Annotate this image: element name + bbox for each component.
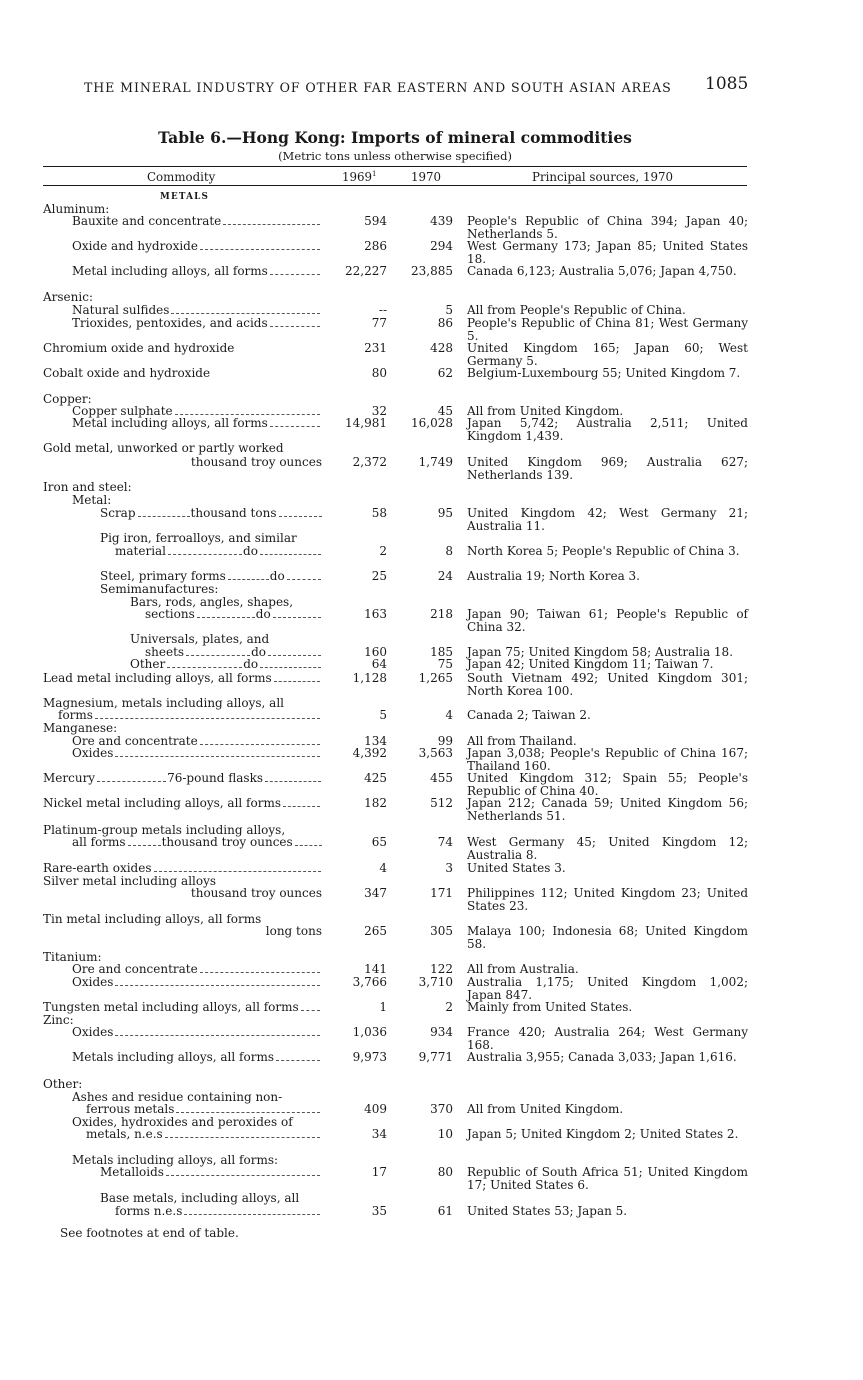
value-1969: 141 <box>364 962 387 976</box>
value-1970: 305 <box>430 924 453 938</box>
commodity-name: Trioxides, pentoxides, and acids <box>72 316 268 330</box>
commodity-label <box>72 215 320 228</box>
value-1970: 10 <box>437 1127 453 1141</box>
unit-label: do <box>251 645 266 659</box>
principal-sources: Australia 19; North Korea 3. <box>467 569 640 583</box>
leader-dots <box>184 1214 320 1215</box>
value-1969: 80 <box>371 366 387 380</box>
commodity-label <box>145 608 321 621</box>
value-1970: 74 <box>437 835 453 849</box>
principal-sources: All from Thailand. <box>467 734 577 748</box>
value-1970: 428 <box>430 341 453 355</box>
leader-dots <box>200 249 320 250</box>
value-1970: 61 <box>437 1204 453 1218</box>
commodity-name: Titanium: <box>43 950 102 964</box>
value-1970: 2 <box>445 1000 453 1014</box>
commodity-label <box>191 887 322 900</box>
commodity-name: Zinc: <box>43 1013 74 1027</box>
commodity-name: forms n.e.s <box>115 1204 183 1218</box>
principal-sources: Belgium-Luxembourg 55; United Kingdom 7. <box>467 366 741 380</box>
commodity-name: Steel, primary forms <box>100 569 226 583</box>
value-1969: 5 <box>379 708 387 722</box>
leader-dots <box>167 667 242 668</box>
commodity-label <box>43 481 132 494</box>
commodity-name: metals, n.e.s <box>86 1127 163 1141</box>
value-1970: 4 <box>445 708 453 722</box>
value-1969: 3,766 <box>352 975 387 989</box>
principal-sources: United Kingdom 165; Japan 60; West Germany 5. <box>467 341 748 368</box>
principal-sources: West Germany 173; Japan 85; United States 18. <box>467 239 748 266</box>
leader-dots <box>95 718 320 719</box>
unit-label: thousand tons <box>190 506 277 520</box>
principal-sources: People's Republic of China 394; Japan 40; Netherlands 5. <box>467 214 748 241</box>
commodity-name: Mercury <box>43 771 96 785</box>
leader-dots <box>200 744 320 745</box>
principal-sources: Canada 2; Taiwan 2. <box>467 708 591 722</box>
value-1969: 1 <box>379 1000 387 1014</box>
commodity-name: Universals, plates, and <box>130 632 270 646</box>
commodity-label <box>191 456 322 469</box>
value-1969: 22,227 <box>345 264 387 278</box>
commodity-name: Bauxite and concentrate <box>72 214 222 228</box>
leader-dots <box>128 845 161 846</box>
commodity-name: all forms <box>72 835 126 849</box>
leader-dots <box>301 1010 320 1011</box>
commodity-label <box>72 494 111 507</box>
leader-dots <box>276 1060 320 1061</box>
commodity-name: sections <box>145 607 195 621</box>
commodity-label <box>72 747 320 760</box>
value-1970: 8 <box>445 544 453 558</box>
principal-sources: All from United Kingdom. <box>467 404 624 418</box>
commodity-name: Metal including alloys, all forms <box>72 416 268 430</box>
commodity-name: sheets <box>145 645 185 659</box>
commodity-name: Manganese: <box>43 721 118 735</box>
commodity-label <box>72 304 320 317</box>
principal-sources: United States 3. <box>467 861 566 875</box>
commodity-name: Ore and concentrate <box>72 962 198 976</box>
commodity-label <box>130 633 269 646</box>
value-1970: 294 <box>430 239 453 253</box>
commodity-name: Metals including alloys, all forms: <box>72 1153 279 1167</box>
commodity-label <box>145 646 321 659</box>
value-1969: 1,036 <box>352 1025 387 1039</box>
value-1970: 9,771 <box>418 1050 453 1064</box>
commodity-name: Oxide and hydroxide <box>72 239 198 253</box>
principal-sources: People's Republic of China 81; West Germany 5. <box>467 316 748 343</box>
principal-sources: Mainly from United States. <box>467 1000 633 1014</box>
value-1970: 512 <box>430 796 453 810</box>
value-1970: 1,265 <box>418 671 453 685</box>
value-1970: 171 <box>430 886 453 900</box>
section-heading: METALS <box>160 192 210 202</box>
commodity-name: Pig iron, ferroalloys, and similar <box>100 531 297 545</box>
commodity-label <box>72 976 320 989</box>
value-1969: 58 <box>371 506 387 520</box>
principal-sources: Australia 1,175; United Kingdom 1,002; Japan 847. <box>467 975 748 1002</box>
value-1970: 86 <box>437 316 453 330</box>
value-1970: 16,028 <box>411 416 453 430</box>
commodity-label <box>43 772 321 785</box>
commodity-label <box>58 709 320 722</box>
commodity-label <box>43 367 210 380</box>
commodity-name: thousand troy ounces <box>190 455 322 469</box>
leader-dots <box>270 326 320 327</box>
principal-sources: North Korea 5; People's Republic of China 3. <box>467 544 740 558</box>
value-1970: 3,710 <box>418 975 453 989</box>
principal-sources: Philippines 112; United Kingdom 23; United States 23. <box>467 886 748 913</box>
value-1970: 370 <box>430 1102 453 1116</box>
column-header-1970: 1970 <box>411 170 442 184</box>
leader-dots <box>274 681 320 682</box>
value-1970: 5 <box>445 303 453 317</box>
commodity-name: Chromium oxide and hydroxide <box>43 341 235 355</box>
principal-sources: All from Australia. <box>467 962 579 976</box>
value-1969: 425 <box>364 771 387 785</box>
commodity-label <box>43 342 234 355</box>
commodity-name: Rare-earth oxides <box>43 861 152 875</box>
commodity-name: Natural sulfides <box>72 303 170 317</box>
principal-sources: Japan 75; United Kingdom 58; Australia 18. <box>467 645 734 659</box>
leader-dots <box>265 781 321 782</box>
commodity-name: Ashes and residue containing non- <box>72 1090 283 1104</box>
commodity-name: Oxides, hydroxides and peroxides of <box>72 1115 293 1129</box>
leader-dots <box>166 1175 320 1176</box>
commodity-label <box>100 1166 320 1179</box>
leader-dots <box>115 1035 320 1036</box>
value-1969: 163 <box>364 607 387 621</box>
leader-dots <box>295 845 322 846</box>
unit-label: 76-pound flasks <box>167 771 264 785</box>
leader-dots <box>200 972 320 973</box>
commodity-label <box>72 1051 320 1064</box>
principal-sources: All from United Kingdom. <box>467 1102 624 1116</box>
commodity-label <box>86 1103 320 1116</box>
commodity-label <box>72 317 320 330</box>
principal-sources: West Germany 45; United Kingdom 12; Australia 8. <box>467 835 748 862</box>
leader-dots <box>154 871 321 872</box>
value-1969: 34 <box>371 1127 387 1141</box>
value-1969: 17 <box>371 1165 387 1179</box>
value-1969: 14,981 <box>345 416 387 430</box>
value-1970: 185 <box>430 645 453 659</box>
value-1969: 182 <box>364 796 387 810</box>
commodity-name: Base metals, including alloys, all <box>100 1191 300 1205</box>
principal-sources: Republic of South Africa 51; United Kingdom 17; United States 6. <box>467 1165 748 1192</box>
commodity-name: Lead metal including alloys, all forms <box>43 671 272 685</box>
commodity-label <box>115 545 321 558</box>
commodity-name: Metal: <box>72 493 112 507</box>
leader-dots <box>115 985 320 986</box>
value-1969: 2 <box>379 544 387 558</box>
commodity-name: Silver metal including alloys <box>43 874 217 888</box>
principal-sources: Canada 6,123; Australia 5,076; Japan 4,750. <box>467 264 737 278</box>
leader-dots <box>97 781 166 782</box>
commodity-name: Oxides <box>72 746 114 760</box>
commodity-label <box>100 583 218 596</box>
table-title: Table 6.—Hong Kong: Imports of mineral commodities <box>158 128 632 147</box>
principal-sources: France 420; Australia 264; West Germany 168. <box>467 1025 748 1052</box>
commodity-label <box>100 532 297 545</box>
commodity-label <box>115 1205 320 1218</box>
column-header-commodity: Commodity <box>147 170 216 184</box>
leader-dots <box>138 516 190 517</box>
commodity-label <box>43 1078 82 1091</box>
commodity-name: thousand troy ounces <box>190 886 322 900</box>
commodity-label <box>43 1014 74 1027</box>
value-1970: 24 <box>437 569 453 583</box>
value-1969: 2,372 <box>352 455 387 469</box>
commodity-label <box>86 1128 320 1141</box>
value-1969: 347 <box>364 886 387 900</box>
principal-sources: Japan 42; United Kingdom 11; Taiwan 7. <box>467 657 714 671</box>
value-1970: 439 <box>430 214 453 228</box>
unit-label: do <box>243 657 259 671</box>
commodity-name: Copper sulphate <box>72 404 173 418</box>
value-1970: 99 <box>437 734 453 748</box>
commodity-name: Tin metal including alloys, all forms <box>43 912 262 926</box>
value-1970: 95 <box>437 506 453 520</box>
commodity-name: ferrous metals <box>86 1102 175 1116</box>
leader-dots <box>115 756 320 757</box>
commodity-label <box>43 1001 320 1014</box>
commodity-label <box>43 672 320 685</box>
commodity-name: Copper: <box>43 392 92 406</box>
value-1969: 77 <box>371 316 387 330</box>
unit-label: do <box>269 569 285 583</box>
value-1970: 455 <box>430 771 453 785</box>
commodity-name: Metal including alloys, all forms <box>72 264 268 278</box>
value-1969: 25 <box>371 569 387 583</box>
principal-sources: All from People's Republic of China. <box>467 303 686 317</box>
leader-dots <box>228 579 269 580</box>
commodity-name: Oxides <box>72 1025 114 1039</box>
commodity-name: Semimanufactures: <box>100 582 219 596</box>
value-1969: 35 <box>371 1204 387 1218</box>
commodity-label <box>130 658 321 671</box>
value-1969: 134 <box>364 734 387 748</box>
unit-label: do <box>243 544 258 558</box>
commodity-name: Tungsten metal including alloys, all forms <box>43 1000 299 1014</box>
commodity-label <box>72 963 320 976</box>
leader-dots <box>175 414 320 415</box>
value-1969: 4,392 <box>352 746 387 760</box>
commodity-name: Bars, rods, angles, shapes, <box>130 595 294 609</box>
value-1970: 3,563 <box>418 746 453 760</box>
commodity-name: material <box>115 544 167 558</box>
footnote-marker: 1 <box>372 170 377 179</box>
commodity-label <box>72 265 320 278</box>
principal-sources: Japan 3,038; People's Republic of China 167; Thailand 160. <box>467 746 748 773</box>
leader-dots <box>260 554 321 555</box>
principal-sources: South Vietnam 492; United Kingdom 301; North Korea 100. <box>467 671 748 698</box>
commodity-name: Other: <box>43 1077 83 1091</box>
running-head-text: THE MINERAL INDUSTRY OF OTHER FAR EASTERN AND SOUTH ASIAN AREAS <box>84 80 672 95</box>
commodity-name: Scrap <box>100 506 136 520</box>
commodity-label <box>72 836 322 849</box>
principal-sources: United Kingdom 42; West Germany 21; Australia 11. <box>467 506 748 533</box>
leader-dots <box>268 655 321 656</box>
leader-dots <box>287 579 321 580</box>
commodity-label <box>43 862 321 875</box>
principal-sources: Australia 3,955; Canada 3,033; Japan 1,616. <box>467 1050 737 1064</box>
principal-sources: United States 53; Japan 5. <box>467 1204 628 1218</box>
commodity-name: Magnesium, metals including alloys, all <box>43 696 285 710</box>
principal-sources: Malaya 100; Indonesia 68; United Kingdom 58. <box>467 924 748 951</box>
commodity-label <box>43 442 284 455</box>
leader-dots <box>165 1137 320 1138</box>
footnote: See footnotes at end of table. <box>60 1226 239 1240</box>
commodity-name: Iron and steel: <box>43 480 132 494</box>
value-1970: 62 <box>437 366 453 380</box>
commodity-name: Arsenic: <box>43 290 93 304</box>
value-1969: 160 <box>364 645 387 659</box>
value-1970: 80 <box>437 1165 453 1179</box>
leader-dots <box>279 516 322 517</box>
value-1970: 23,885 <box>411 264 453 278</box>
leader-dots <box>273 617 321 618</box>
value-1970: 218 <box>430 607 453 621</box>
commodity-name: Oxides <box>72 975 114 989</box>
value-1969: 409 <box>364 1102 387 1116</box>
unit-label: thousand troy ounces <box>161 835 293 849</box>
leader-dots <box>171 313 320 314</box>
leader-dots <box>197 617 255 618</box>
leader-dots <box>270 426 320 427</box>
value-1970: 75 <box>437 657 453 671</box>
commodity-name: Cobalt oxide and hydroxide <box>43 366 211 380</box>
principal-sources: United Kingdom 312; Spain 55; People's Republic of China 40. <box>467 771 748 798</box>
value-1969: 9,973 <box>352 1050 387 1064</box>
commodity-label <box>100 507 322 520</box>
commodity-label <box>43 797 320 810</box>
leader-dots <box>260 667 321 668</box>
commodity-label <box>100 570 321 583</box>
value-1969: 231 <box>364 341 387 355</box>
value-1969: 286 <box>364 239 387 253</box>
leader-dots <box>186 655 250 656</box>
value-1969: 1,128 <box>352 671 387 685</box>
commodity-label <box>43 913 261 926</box>
commodity-label <box>72 1026 320 1039</box>
value-1969: 64 <box>371 657 387 671</box>
commodity-name: Metalloids <box>100 1165 164 1179</box>
commodity-name: Nickel metal including alloys, all forms <box>43 796 281 810</box>
column-header-1969: 1969$^1$ <box>342 170 377 184</box>
commodity-label <box>72 240 320 253</box>
commodity-label <box>266 925 322 938</box>
commodity-name: Other <box>130 657 166 671</box>
commodity-label <box>100 1192 299 1205</box>
unit-label: do <box>255 607 271 621</box>
leader-dots <box>223 224 320 225</box>
commodity-name: Ore and concentrate <box>72 734 198 748</box>
commodity-label <box>43 291 93 304</box>
value-1970: 1,749 <box>418 455 453 469</box>
leader-dots <box>283 806 320 807</box>
commodity-name: Gold metal, unworked or partly worked <box>43 441 284 455</box>
principal-sources: Japan 90; Taiwan 61; People's Republic of China 32. <box>467 607 748 634</box>
column-header-sources: Principal sources, 1970 <box>532 170 673 184</box>
value-1969: 32 <box>371 404 387 418</box>
page-number: 1085 <box>705 74 749 94</box>
value-1970: 122 <box>430 962 453 976</box>
value-1969: 4 <box>379 861 387 875</box>
commodity-label <box>43 722 117 735</box>
value-1969: 65 <box>371 835 387 849</box>
commodity-name: Platinum-group metals including alloys, <box>43 823 286 837</box>
principal-sources: Japan 5,742; Australia 2,511; United Kingdom 1,439. <box>467 416 748 443</box>
commodity-name: Aluminum: <box>43 202 110 216</box>
principal-sources: Japan 212; Canada 59; United Kingdom 56; Netherlands 51. <box>467 796 748 823</box>
value-1970: 934 <box>430 1025 453 1039</box>
commodity-name: forms <box>58 708 93 722</box>
commodity-name: long tons <box>265 924 322 938</box>
value-1969: -- <box>378 303 387 317</box>
table-subtitle: (Metric tons unless otherwise specified) <box>278 149 512 163</box>
commodity-name: Metals including alloys, all forms <box>72 1050 274 1064</box>
value-1970: 3 <box>445 861 453 875</box>
principal-sources: United Kingdom 969; Australia 627; Netherlands 139. <box>467 455 748 482</box>
leader-dots <box>270 274 320 275</box>
value-1969: 594 <box>364 214 387 228</box>
leader-dots <box>168 554 242 555</box>
commodity-label <box>72 417 320 430</box>
leader-dots <box>176 1112 320 1113</box>
value-1970: 45 <box>437 404 453 418</box>
value-1969: 265 <box>364 924 387 938</box>
principal-sources: Japan 5; United Kingdom 2; United States 2. <box>467 1127 739 1141</box>
